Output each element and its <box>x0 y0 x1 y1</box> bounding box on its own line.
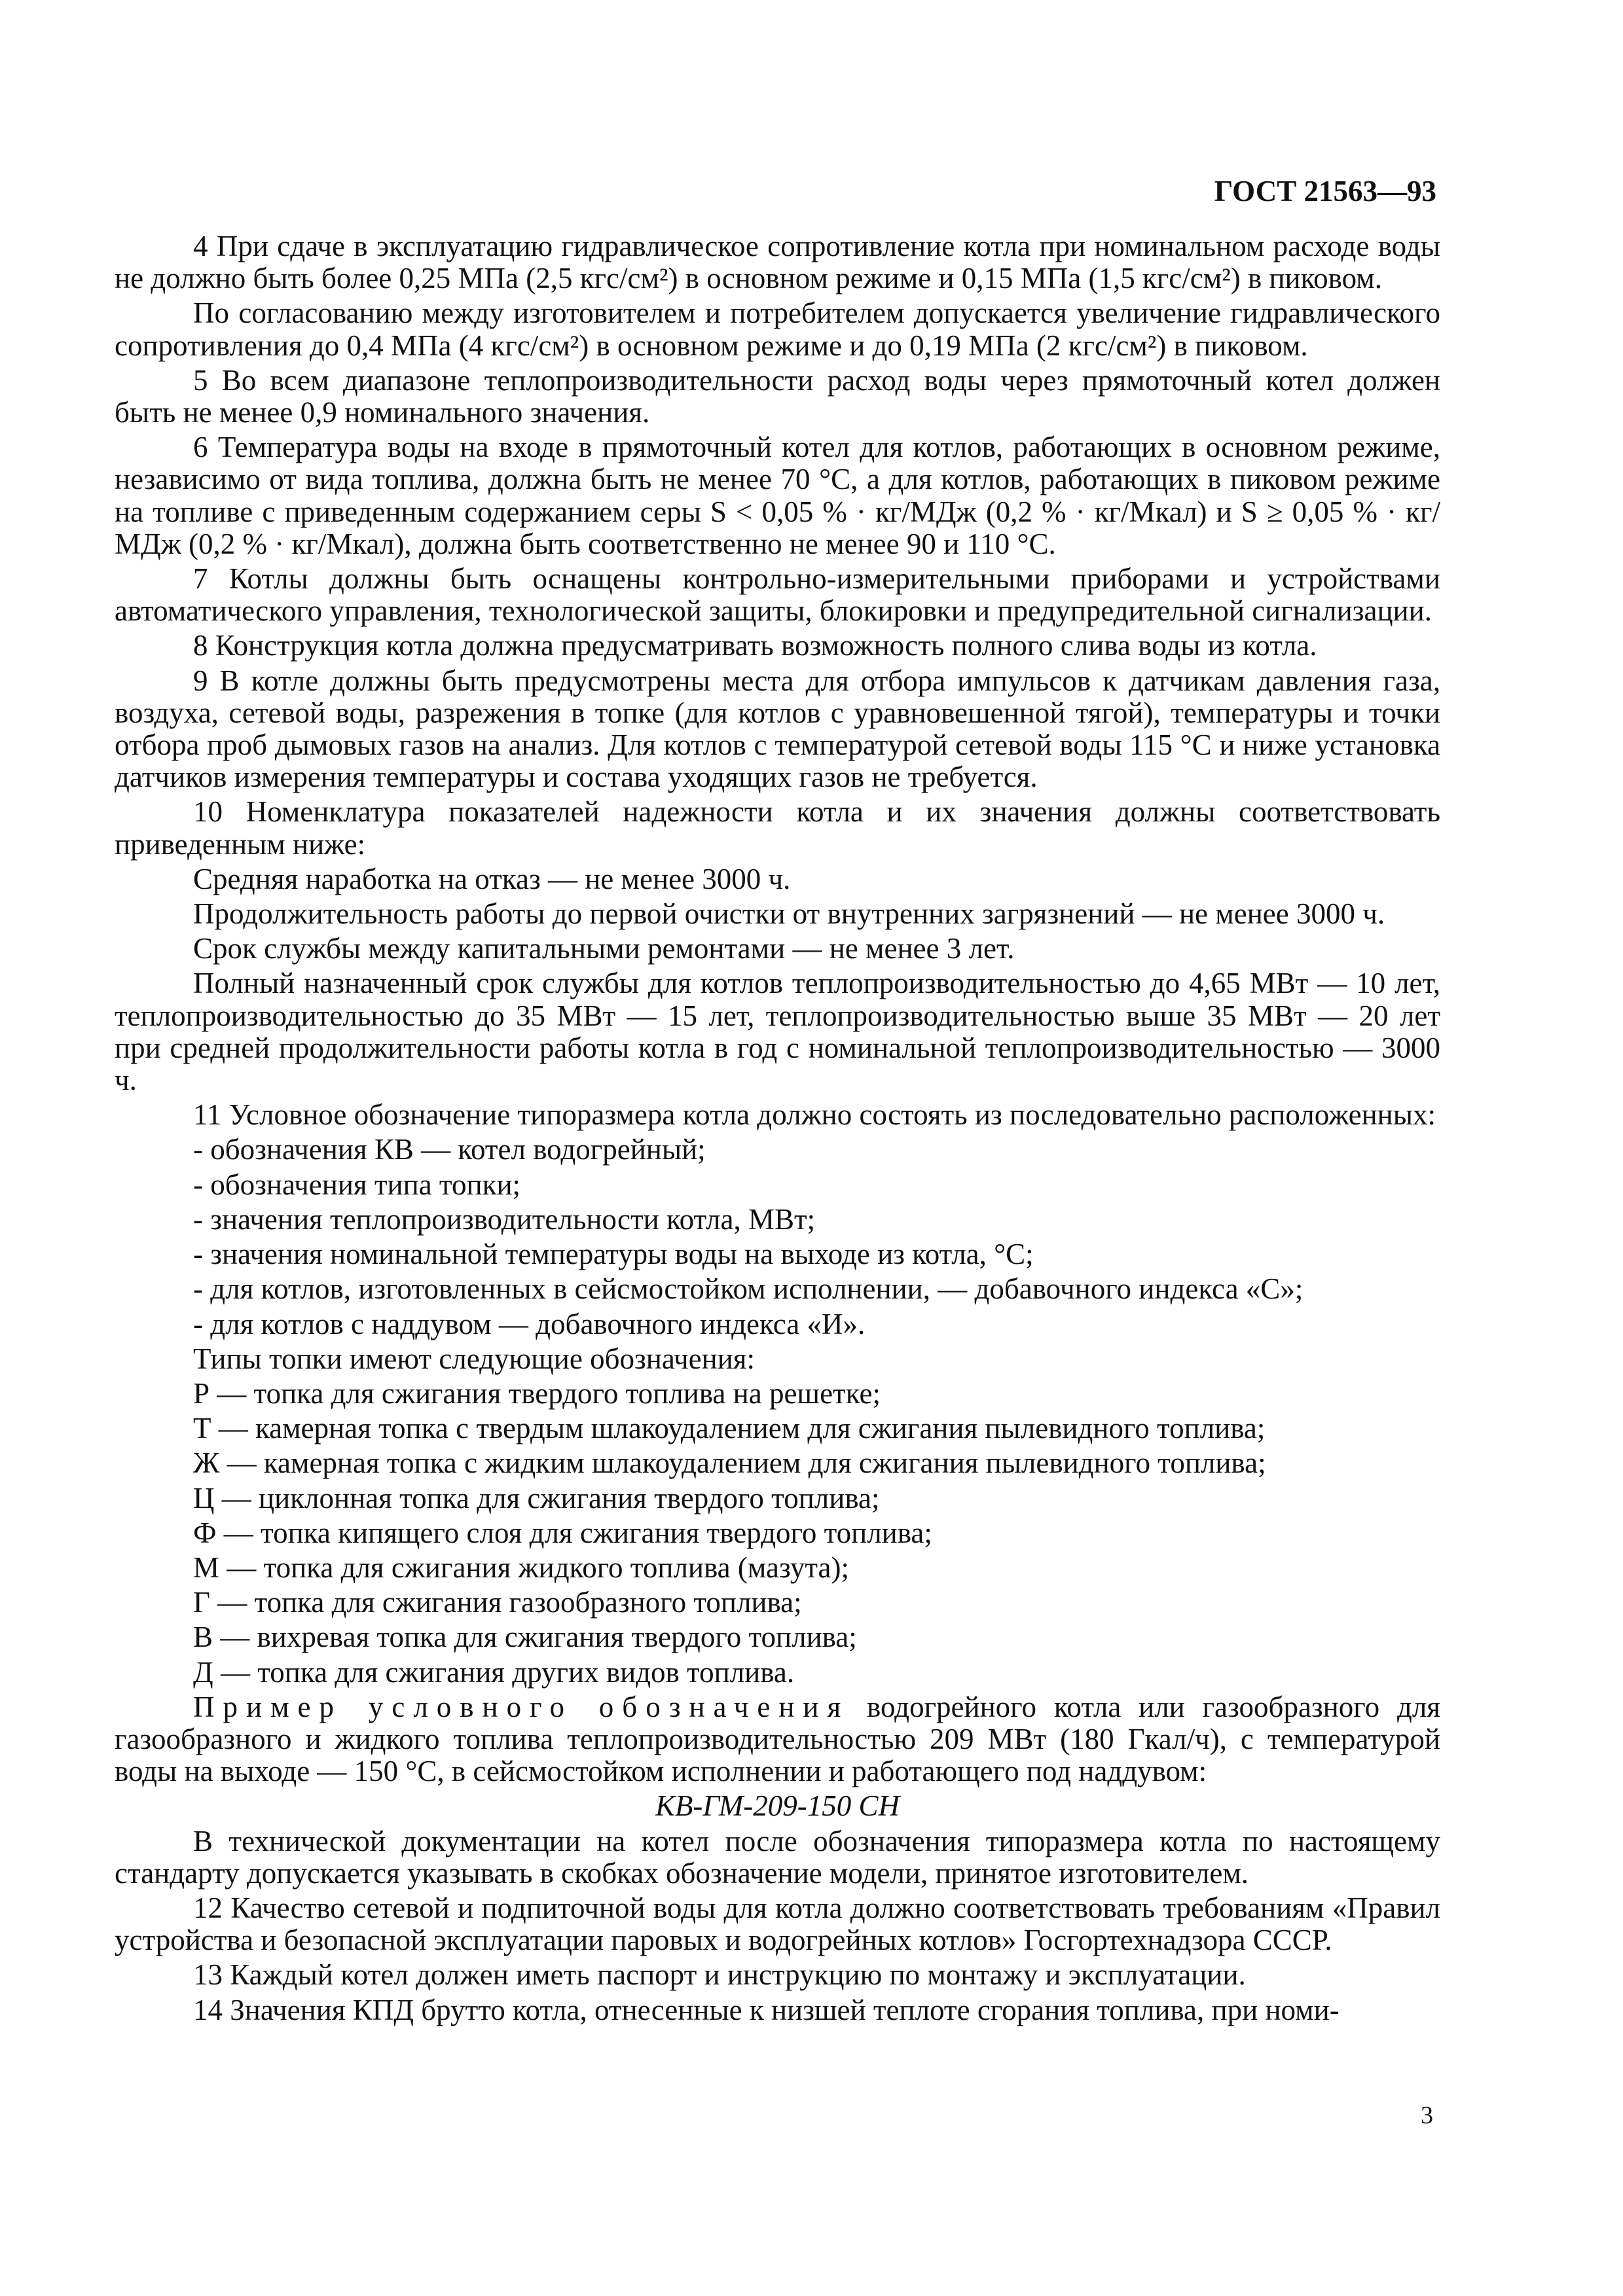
designation-item: - обозначения КВ — котел водогрейный; <box>193 1133 706 1166</box>
furnace-type-item: В — вихревая топка для сжигания твердого топлива; <box>193 1621 857 1654</box>
paragraph-13: 13 Каждый котел должен иметь паспорт и инструкцию по монтажу и эксплуатации. <box>193 1958 1246 1992</box>
service-life-paragraph: Полный назначенный срок службы для котлов теплопроизводительностью до 4,65 МВт — 10 лет, теплопроизводительностью до 35 МВт — 15 лет, теплопроизводительностью выше 35 МВт — 20 лет при средней продолжительности работы котла в год с номинальной теплопроизводительностью — 3000 ч. <box>115 967 1440 1097</box>
designation-item: - обозначения типа топки; <box>193 1168 521 1201</box>
furnace-type-item: М — топка для сжигания жидкого топлива (мазута); <box>193 1551 849 1584</box>
paragraph-4: 4 При сдаче в эксплуатацию гидравлическое сопротивление котла при номинальном расходе воды не должно быть более 0,25 МПа (2,5 кгс/см²) в основном режиме и 0,15 МПа (1,5 кгс/см²) в пиковом. <box>115 230 1440 295</box>
reliability-item: Срок службы между капитальными ремонтами — не менее 3 лет. <box>193 932 1015 965</box>
paragraph-4-agreement: По согласованию между изготовителем и потребителем допускается увеличение гидравлического сопротивления до 0,4 МПа (4 кгс/см²) в основном режиме и до 0,19 МПа (2 кгс/см²) в пиковом. <box>115 296 1440 362</box>
reliability-item: Продолжительность работы до первой очистки от внутренних загрязнений — не менее 3000 ч. <box>193 897 1385 931</box>
paragraph-12: 12 Качество сетевой и подпиточной воды для котла должно соответствовать требованиям «Правил устройства и безопасной эксплуатации паровых и водогрейных котлов» Госгортехнадзора СССР. <box>115 1891 1440 1957</box>
designation-item: - значения теплопроизводительности котла, МВт; <box>193 1202 816 1236</box>
paragraph-14: 14 Значения КПД брутто котла, отнесенные к низшей теплоте сгорания топлива, при номи- <box>193 1993 1340 2026</box>
reliability-item: Средняя наработка на отказ — не менее 3000 ч. <box>193 862 791 895</box>
example-designation: КВ-ГМ-209-150 СН <box>655 1789 900 1823</box>
paragraph-10: 10 Номенклатура показателей надежности котла и их значения должны соответствовать приведенным ниже: <box>115 795 1440 861</box>
paragraph-11: 11 Условное обозначение типоразмера котла должно состоять из последовательно расположенных: <box>193 1098 1436 1132</box>
standard-header: ГОСТ 21563—93 <box>1214 175 1436 207</box>
paragraph-8: 8 Конструкция котла должна предусматривать возможность полного слива воды из котла. <box>193 629 1317 662</box>
furnace-type-item: Ф — топка кипящего слоя для сжигания твердого топлива; <box>193 1516 932 1549</box>
paragraph-6: 6 Температура воды на входе в прямоточный котел для котлов, работающих в основном режиме, независимо от вида топлива, должна быть не менее 70 °С, а для котлов, работающих в пиковом режиме на топливе с приведенным содержанием серы S < 0,05 % · кг/МДж (0,2 % · кг/Мкал) и S ≥ 0,05 % · кг/МДж (0,2 % · кг/Мкал), должна быть соответственно не менее 90 и 110 °С. <box>115 431 1440 560</box>
documentation-note: В технической документации на котел после обозначения типоразмера котла по настоящему стандарту допускается указывать в скобках обозначение модели, принятое изготовителем. <box>115 1824 1440 1890</box>
paragraph-9: 9 В котле должны быть предусмотрены места для отбора импульсов к датчикам давления газа, воздуха, сетевой воды, разрежения в топке (для котлов с уравновешенной тягой), температуры и точки отбора проб дымовых газов на анализ. Для котлов с температурой сетевой воды 115 °С и ниже установка датчиков измерения температуры и состава уходящих газов не требуется. <box>115 664 1440 794</box>
furnace-type-item: Ж — камерная топка с жидким шлакоудалением для сжигания пылевидного топлива; <box>193 1446 1266 1480</box>
furnace-type-item: Ц — циклонная топка для сжигания твердого топлива; <box>193 1481 880 1515</box>
furnace-types-intro: Типы топки имеют следующие обозначения: <box>193 1342 756 1375</box>
furnace-type-item: Д — топка для сжигания других видов топлива. <box>193 1655 795 1689</box>
designation-item: - значения номинальной температуры воды на выходе из котла, °С; <box>193 1238 1034 1271</box>
designation-item: - для котлов, изготовленных в сейсмостойком исполнении, — добавочного индекса «С»; <box>193 1272 1304 1306</box>
furnace-type-item: Т — камерная топка с твердым шлакоудалением для сжигания пылевидного топлива; <box>193 1412 1266 1445</box>
furnace-type-item: Р — топка для сжигания твердого топлива на решетке; <box>193 1376 881 1410</box>
example-paragraph <box>115 1691 1440 1788</box>
example-text: водогрейного котла или газообразного для газообразного и жидкого топлива теплопроизводительностью 209 МВт (180 Гкал/ч), с температурой воды на выходе — 150 °С, в сейсмостойком исполнении и работающего под наддувом: <box>115 1690 1440 1788</box>
paragraph-5: 5 Во всем диапазоне теплопроизводительности расход воды через прямоточный котел должен быть не менее 0,9 номинального значения. <box>115 363 1440 429</box>
page-number: 3 <box>1421 2102 1433 2129</box>
furnace-type-item: Г — топка для сжигания газообразного топлива; <box>193 1586 802 1619</box>
paragraph-7: 7 Котлы должны быть оснащены контрольно-измерительными приборами и устройствами автоматического управления, технологической защиты, блокировки и предупредительной сигнализации. <box>115 562 1440 628</box>
document-body <box>115 230 1440 2029</box>
example-label: Пример условного обозначения <box>193 1690 850 1723</box>
designation-item: - для котлов с наддувом — добавочного индекса «И». <box>193 1307 866 1340</box>
